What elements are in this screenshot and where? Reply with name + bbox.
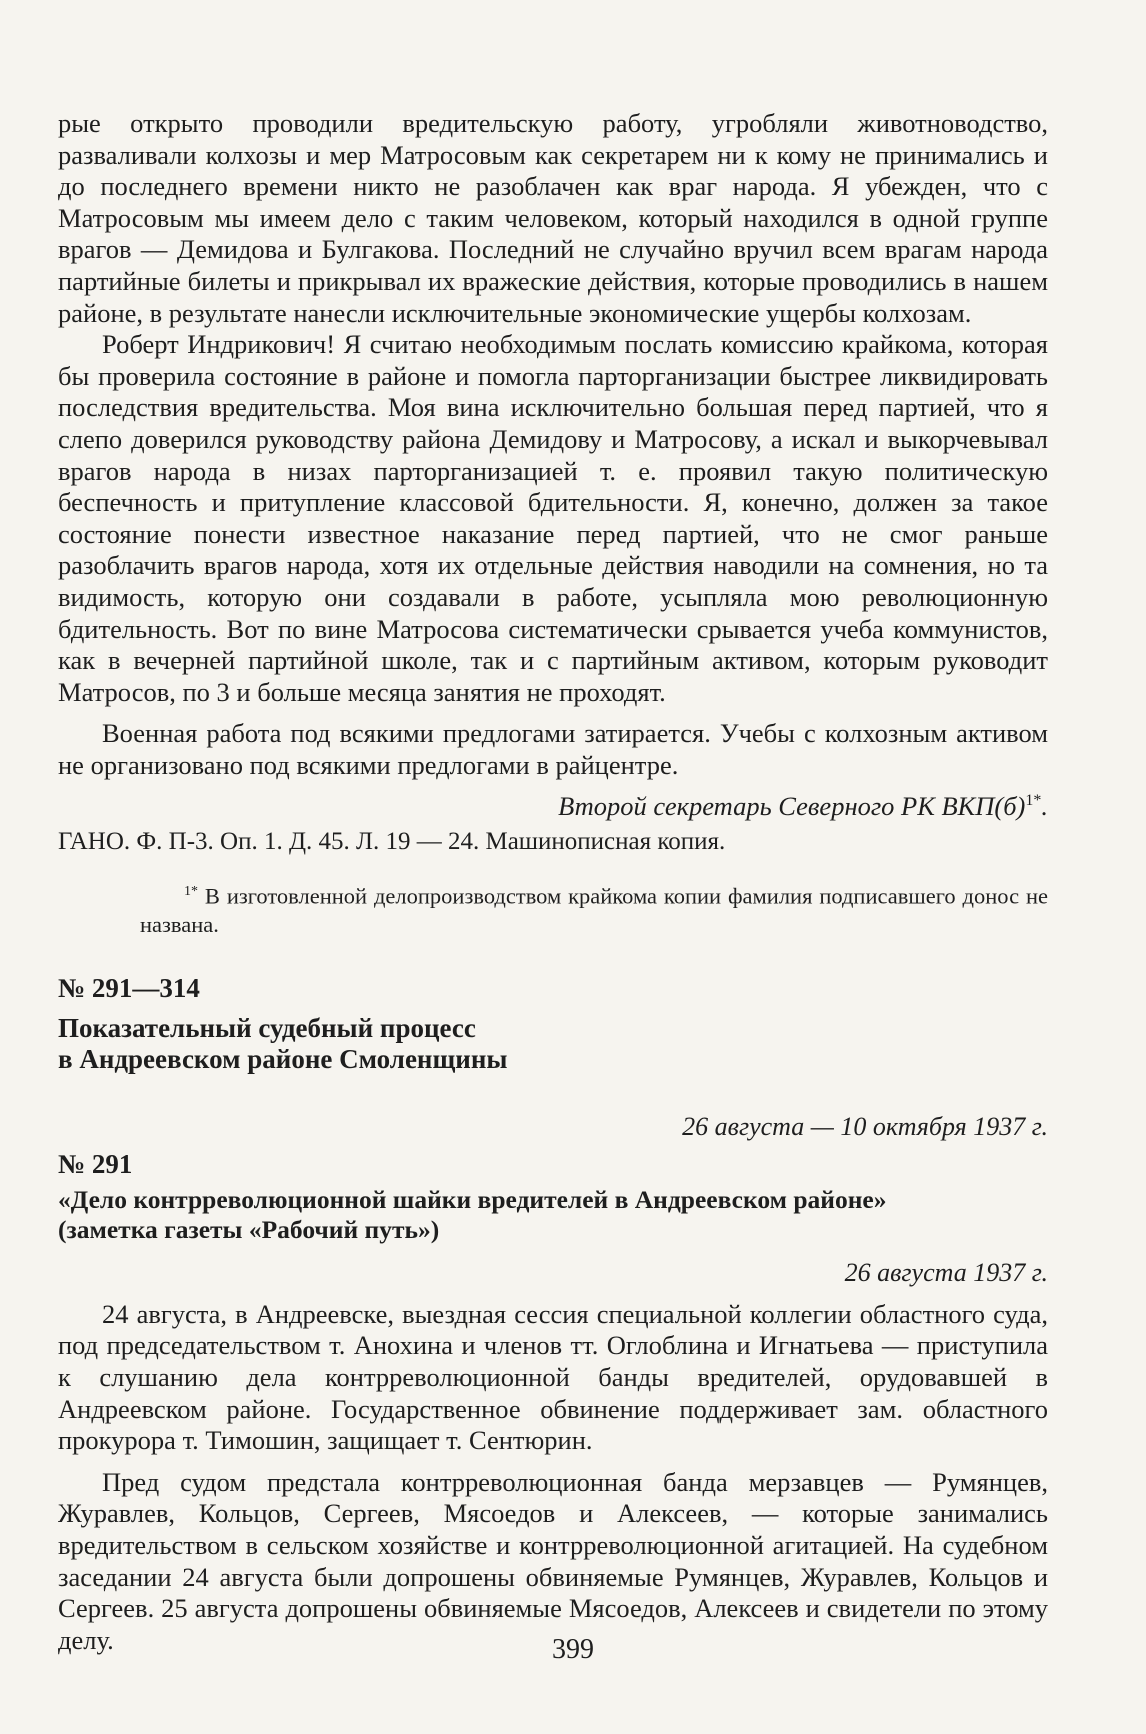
section-title-line-2: в Андреевском районе Смоленщины [58,1043,508,1074]
archive-reference: ГАНО. Ф. П-3. Оп. 1. Д. 45. Л. 19 — 24. Машинописная копия. [58,828,726,856]
page-content [58,108,1048,1656]
section-title-line-1: Показательный судебный процесс [58,1012,476,1043]
section-date-range: 26 августа — 10 октября 1937 г. [682,1111,1048,1141]
paragraph-court-session: 24 августа, в Андреевске, выездная сессия специальной коллегии областного суда, под председательством т. Анохина и членов тт. Оглоблина и Игнатьева — приступила к слушанию дела контрреволюционной банды вредителей, орудовавшей в Андреевском районе. Государственное обвинение поддерживает зам. областного прокурора т. Тимошин, защищает т. Сентюрин. [58,1298,1048,1456]
footnote-text: В изготовленной делопроизводством крайкома копии фамилия подписавшего донос не названа. [140,883,1048,937]
paragraph-continued: рые открыто проводили вредительскую работу, угробляли животноводство, разваливали колхозы и мер Матросовым как секретарем ни к кому не принимались и до последнего времени никто не разоблачен как враг народа. Я убежден, что с Матросовым мы имеем дело с таким человеком, который находился в одной группе врагов — Демидова и Булгакова. Последний не случайно вручил всем врагам народа партийные билеты и прикрывал их вражеские действия, которые проводились в нашем районе, в результате нанесли исключительные экономические ущербы колхозам. [58,108,1048,328]
document-title-line-2: (заметка газеты «Рабочий путь») [58,1214,440,1244]
paragraph-military-work: Военная работа под всякими предлогами затирается. Учебы с колхозным активом не организовано под всякими предлогами в райцентре. [58,718,1048,780]
section-number: № 291—314 [58,972,200,1003]
section-title [58,1013,1048,1075]
paragraph-defendants: Пред судом предстала контрреволюционная банда мерзавцев — Румянцев, Журавлев, Кольцов, Сергеев, Мясоедов и Алексеев, — которые занимались вредительством в сельском хозяйстве и контрреволюционной агитацией. На судебном заседании 24 августа были допрошены обвиняемые Румянцев, Журавлев, Кольцов и Сергеев. 25 августа допрошены обвиняемые Мясоедов, Алексеев и свидетели по этому делу. [58,1466,1048,1655]
document-title-line-1: «Дело контрреволюционной шайки вредителей в Андреевском районе» [58,1184,887,1214]
document-date: 26 августа 1937 г. [844,1257,1048,1287]
footnote [58,878,1048,939]
signature-period: . [1041,791,1048,822]
footnote-mark: 1* [184,884,198,900]
signature-footnote-mark: 1* [1025,792,1042,810]
page-number: 399 [552,1634,594,1665]
document-title [58,1185,1048,1245]
document-number: № 291 [58,1148,133,1179]
signature-line [58,785,1048,822]
paragraph-commission-request: Роберт Индрикович! Я считаю необходимым послать комиссию крайкома, которая бы проверила состояние в районе и помогла парторганизации быстрее ликвидировать последствия вредительства. Моя вина исключительно большая перед партией, что я слепо доверился руководству района Демидову и Матросову, а искал и выкорчевывал врагов народа в низах парторганизацией т. е. проявил такую политическую беспечность и притупление классовой бдительности. Я, конечно, должен за такое состояние понести известное наказание перед партией, что не смог раньше разоблачить врагов народа, хотя их отдельные действия наводили на сомнения, но та видимость, которую они создавали в работе, усыпляла мою революционную бдительность. Вот по вине Матросова систематически срывается учеба коммунистов, как в вечерней партийной школе, так и с партийным активом, которым руководит Матросов, по 3 и больше месяца занятия не проходят. [58,329,1048,707]
signature-text: Второй секретарь Северного РК ВКП(б) [558,791,1026,822]
